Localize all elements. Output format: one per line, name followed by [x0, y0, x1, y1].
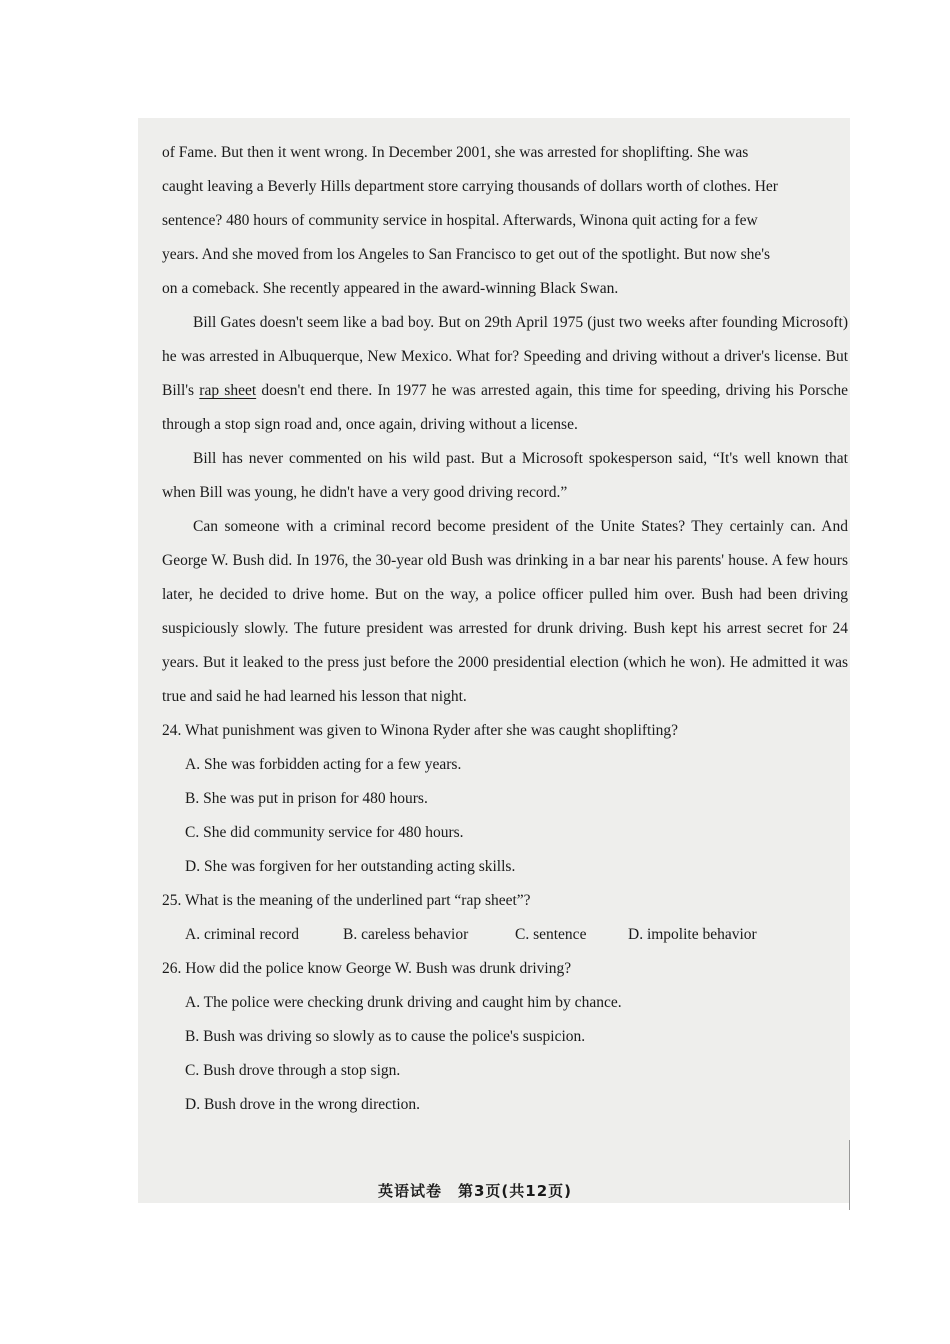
passage-line: of Fame. But then it went wrong. In December 2001, she was arrested for shoplifting. She was	[162, 144, 749, 161]
question-stem: 25. What is the meaning of the underlined part “rap sheet”?	[162, 892, 531, 909]
answer-option: A. criminal record	[185, 926, 300, 943]
passage-paragraph-bill-gates	[162, 306, 848, 442]
passage-line: caught leaving a Beverly Hills department store carrying thousands of dollars worth of clothes. Her	[162, 178, 778, 195]
underlined-phrase: rap sheet	[199, 382, 257, 399]
passage-text: Bill Gates doesn't seem like a bad boy. But on 29th April 1975 (just two weeks after founding Microsoft) he was arrested in Albuquerque, New Mexico. What for? Speeding and driving without a driver's license. But Bill's	[162, 314, 848, 399]
question-26	[162, 952, 848, 1122]
passage-text: doesn't end there. In 1977 he was arrested again, this time for speeding, driving his Porsche through a stop sign road and, once again, driving without a license.	[162, 382, 849, 433]
passage-line: on a comeback. She recently appeared in the award-winning Black Swan.	[162, 280, 619, 297]
passage	[162, 136, 848, 714]
answer-option: B. She was put in prison for 480 hours.	[185, 790, 428, 807]
question-24	[162, 714, 848, 884]
answer-option: A. She was forbidden acting for a few years.	[185, 756, 462, 773]
answer-option: C. Bush drove through a stop sign.	[185, 1062, 401, 1079]
passage-line: sentence? 480 hours of community service in hospital. Afterwards, Winona quit acting for a few	[162, 212, 758, 229]
exam-content	[162, 136, 848, 1122]
passage-paragraph-bush: Can someone with a criminal record become president of the Unite States? They certainly can. And George W. Bush did. In 1976, the 30-year old Bush was drinking in a bar near his parents' house. A few hours later, he decided to drive home. But on the way, a police officer pulled him over. Bush had been driving suspiciously slowly. The future president was arrested for drunk driving. Bush kept his arrest secret for 24 years. But it leaked to the press just before the 2000 presidential election (which he won). He admitted it was true and said he had learned his lesson that night.	[162, 518, 848, 705]
answer-option: D. Bush drove in the wrong direction.	[185, 1096, 421, 1113]
answer-options-row	[162, 918, 848, 952]
answer-option: C. sentence	[515, 926, 587, 943]
passage-paragraph-spokesperson: Bill has never commented on his wild past. But a Microsoft spokesperson said, “It's well known that when Bill was young, he didn't have a very good driving record.”	[162, 450, 848, 501]
answer-option: D. She was forgiven for her outstanding acting skills.	[185, 858, 516, 875]
page-footer: 英语试卷 第3页(共12页)	[377, 1182, 573, 1200]
answer-option: B. careless behavior	[343, 926, 469, 943]
answer-option: B. Bush was driving so slowly as to cause the police's suspicion.	[185, 1028, 586, 1045]
answer-option: A. The police were checking drunk driving and caught him by chance.	[185, 994, 622, 1011]
answer-option: C. She did community service for 480 hours.	[185, 824, 464, 841]
passage-line: years. And she moved from los Angeles to San Francisco to get out of the spotlight. But now she's	[162, 246, 771, 263]
question-25	[162, 884, 848, 952]
question-stem: 26. How did the police know George W. Bush was drunk driving?	[162, 960, 572, 977]
answer-option: D. impolite behavior	[628, 926, 757, 943]
question-stem: 24. What punishment was given to Winona Ryder after she was caught shoplifting?	[162, 722, 679, 739]
